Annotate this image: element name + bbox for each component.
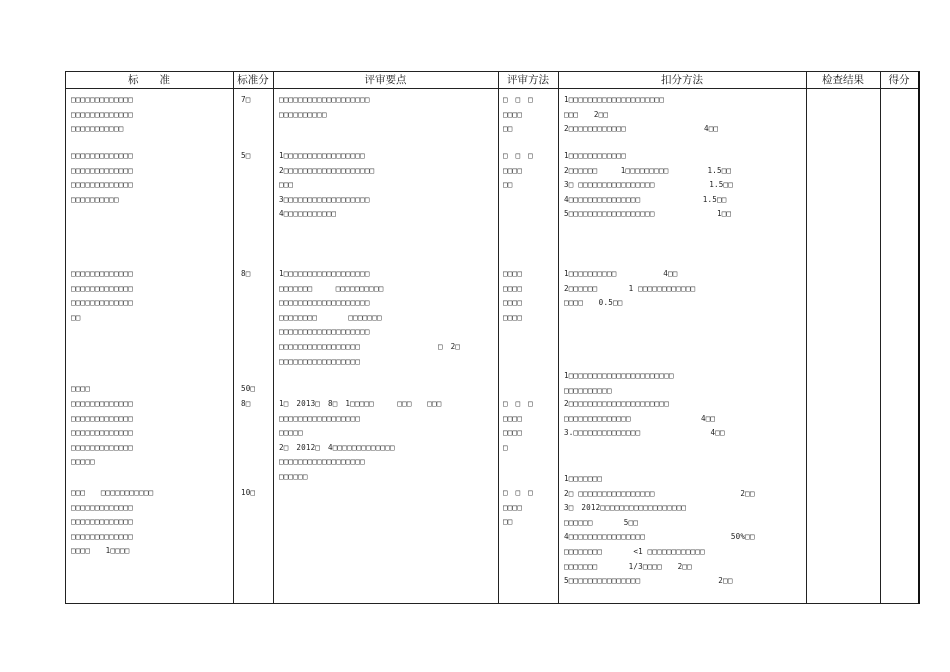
table-top-border (65, 71, 920, 72)
row-3-standard-cell: □□□□□□□□□□□□□ □□□□□□□□□□□□□ □□□□□□□□□□□□□ □□ (71, 269, 134, 322)
row-1-points-cell: □□□□□□□□□□□□□□□□□□□ □□□□□□□□□□ (279, 95, 370, 119)
row-6-standard-cell: □□□ □□□□□□□□□□□ □□□□□□□□□□□□□ □□□□□□□□□□□□□ □□□□□□□□□□□□□ □□□□ 1□□□□ (71, 488, 154, 556)
evaluation-table (65, 71, 920, 604)
row-2-standard-cell: □□□□□□□□□□□□□ □□□□□□□□□□□□□ □□□□□□□□□□□□□ □□□□□□□□□□ (71, 151, 134, 204)
row-2-score-cell: 5□ (241, 151, 251, 160)
header-standard: 标 准 (128, 74, 170, 86)
row-5-points-cell: 1□ 2013□ 8□ 1□□□□□ □□□ □□□ □□□□□□□□□□□□□□□□□ □□□□□ 2□ 2012□ 4□□□□□□□□□□□□□ □□□□□□□□□□□□□□□□□□ □□□□□□ (279, 399, 442, 481)
row-5-score-cell: 8□ (241, 399, 251, 408)
column-divider (273, 71, 274, 604)
column-divider (880, 71, 881, 604)
row-3-points-cell: 1□□□□□□□□□□□□□□□□□□ □□□□□□□ □□□□□□□□□□ □□□□□□□□□□□□□□□□□□□ □□□□□□□□ □□□□□□□ □□□□□□□□□□□□□□□□□□□ □□□□□□□□□□□□□□□□□ □ 2□ □□□□□□□□□□□□□□□□□ (279, 269, 461, 366)
row-1-method-cell: □ □ □ □□□□ □□ (503, 95, 533, 134)
header-review-points: 评审要点 (364, 74, 407, 86)
row-3-deduction-cell: 1□□□□□□□□□□ 4□□ 2□□□□□□ 1 □□□□□□□□□□□□ □□□□ 0.5□□ (564, 269, 696, 308)
row-1-standard-cell: □□□□□□□□□□□□□ □□□□□□□□□□□□□ □□□□□□□□□□□ (71, 95, 134, 134)
table-right-border (918, 71, 920, 604)
row-1-deduction-cell: 1□□□□□□□□□□□□□□□□□□□□ □□□ 2□□ 2□□□□□□□□□□□□ 4□□ (564, 95, 719, 134)
row-2-points-cell: 1□□□□□□□□□□□□□□□□□ 2□□□□□□□□□□□□□□□□□□□ □□□ 3□□□□□□□□□□□□□□□□□□ 4□□□□□□□□□□□ (279, 151, 375, 219)
row-3-method-cell: □□□□ □□□□ □□□□ □□□□ (503, 269, 523, 322)
row-5-deduction-cell: 2□□□□□□□□□□□□□□□□□□□□□ □□□□□□□□□□□□□□ 4□□ 3.□□□□□□□□□□□□□□ 4□□ (564, 399, 725, 438)
header-score-obtained: 得分 (888, 74, 910, 86)
row-4-standard-cell: □□□□ (71, 384, 91, 393)
row-4-deduction-cell: 1□□□□□□□□□□□□□□□□□□□□□□ □□□□□□□□□□ (564, 371, 674, 395)
header-score: 标准分 (237, 74, 269, 86)
header-divider (65, 88, 920, 89)
row-4-score-cell: 50□ (241, 384, 256, 393)
column-divider (498, 71, 499, 604)
table-bottom-border (65, 603, 920, 604)
column-divider (806, 71, 807, 604)
row-2-deduction-cell: 1□□□□□□□□□□□□ 2□□□□□□ 1□□□□□□□□□ 1.5□□ 3□ □□□□□□□□□□□□□□□□ 1.5□□ 4□□□□□□□□□□□□□□□ 1.5□□ 5□□□□□□□□□□□□□□□□□□ 1□□ (564, 151, 734, 219)
header-deduction-method: 扣分方法 (661, 74, 703, 86)
row-5-standard-cell: □□□□□□□□□□□□□ □□□□□□□□□□□□□ □□□□□□□□□□□□□ □□□□□□□□□□□□□ □□□□□ (71, 399, 134, 467)
row-6-deduction-cell: 1□□□□□□□ 2□ □□□□□□□□□□□□□□□□ 2□□ 3□ 2012□□□□□□□□□□□□□□□□□□ □□□□□□ 5□□ 4□□□□□□□□□□□□□□□□ 50%□□ □□□□□□□□ <1 □□□□□□□□□□□□ □□□□□□□ 1/3□□□□ 2□□ 5□□□□□□□□□□□□□□□ 2□□ (564, 474, 755, 586)
row-6-method-cell: □ □ □ □□□□ □□ (503, 488, 533, 527)
header-check-result: 检查结果 (822, 74, 864, 86)
row-2-method-cell: □ □ □ □□□□ □□ (503, 151, 533, 190)
column-divider (65, 71, 66, 604)
header-review-method: 评审方法 (507, 74, 549, 86)
row-5-method-cell: □ □ □ □□□□ □□□□ □ (503, 399, 533, 452)
row-6-score-cell: 10□ (241, 488, 256, 497)
row-3-score-cell: 8□ (241, 269, 251, 278)
column-divider (233, 71, 234, 604)
row-1-score-cell: 7□ (241, 95, 251, 104)
column-divider (558, 71, 559, 604)
